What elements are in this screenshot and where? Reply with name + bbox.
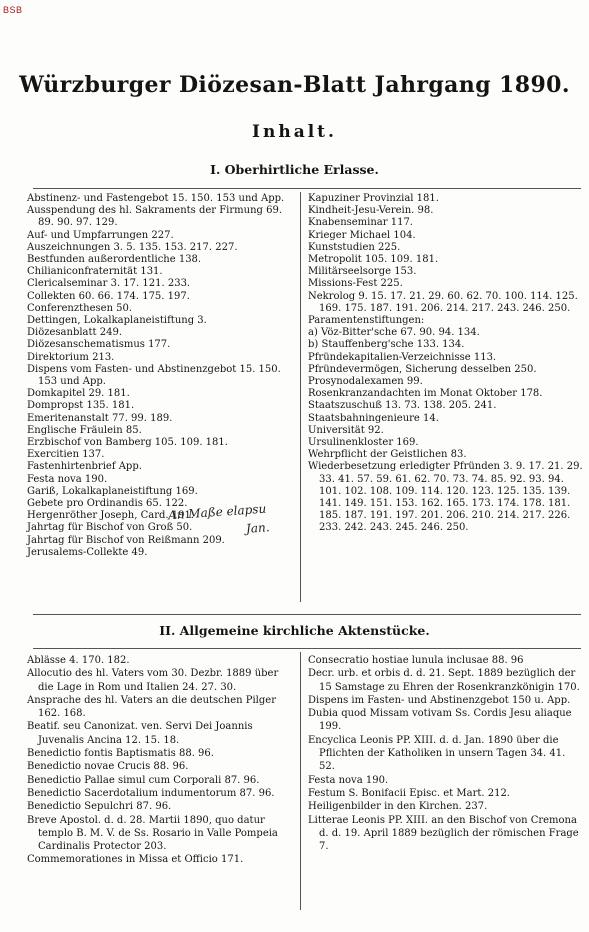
index-entry: Jerusalems-Collekte 49. — [27, 546, 148, 558]
index-entry: Englische Fräulein 85. — [27, 424, 142, 436]
index-entry: Bestfunden außerordentliche 138. — [27, 254, 202, 266]
section-1-top-rule — [33, 188, 581, 189]
index-entry: Litterae Leonis PP. XIII. an den Bischof von Cremona d. d. 19. April 1889 bezüglich der römischen Frage 7. — [308, 814, 579, 853]
index-entry: Ausspendung des hl. Sakraments der Firmung 69. 89. 90. 97. 129. — [27, 205, 282, 229]
index-entry: Benedictio novae Crucis 88. 96. — [27, 761, 189, 773]
section-2-right-column — [308, 654, 583, 853]
index-entry: Gebete pro Ordinandis 65. 122. — [27, 498, 188, 510]
index-entry: Domkapitel 29. 181. — [27, 388, 130, 400]
index-entry: Benedictio Pallae simul cum Corporali 87. 96. — [27, 774, 260, 786]
index-entry: Universität 92. — [308, 424, 384, 436]
index-entry: Wiederbesetzung erledigter Pfründen 3. 9. 17. 21. 29. 33. 41. 57. 59. 61. 62. 70. 73. 74. 85. 92. 93. 94. 101. 102. 108. 109. 114. 120. 123. 125. 135. 139. 141. 149. 151. 153. 162. 165. 173. 174. 178. 181. 185. 187. 191. 197. 201. 206. 210. 214. 217. 226. 233. 242. 243. 245. 246. 250. — [308, 461, 583, 534]
index-entry: Abstinenz- und Fastengebot 15. 150. 153 und App. — [27, 193, 285, 204]
section-1-column-divider — [300, 192, 301, 602]
section-1-heading: I. Oberhirtliche Erlasse. — [210, 162, 379, 177]
section-1-right-column — [308, 193, 583, 535]
index-entry: b) Stauffenberg'sche 133. 134. — [308, 339, 465, 351]
index-entry: Militärseelsorge 153. — [308, 266, 417, 278]
index-entry: Kapuziner Provinzial 181. — [308, 193, 439, 204]
index-entry: Auszeichnungen 3. 5. 135. 153. 217. 227. — [27, 241, 238, 253]
index-entry: Kindheit-Jesu-Verein. 98. — [308, 205, 434, 217]
index-entry: Encyclica Leonis PP. XIII. d. d. Jan. 1890 über die Pflichten der Katholiken in unsern Tagen 34. 41. 52. — [308, 734, 566, 773]
index-entry: Dettingen, Lokalkaplaneistiftung 3. — [27, 315, 207, 327]
index-entry: Conferenzthesen 50. — [27, 302, 133, 314]
index-entry: Jahrtag für Bischof von Reißmann 209. — [27, 534, 225, 546]
index-entry: Exercitien 137. — [27, 449, 105, 461]
index-entry: Paramentenstiftungen: — [308, 315, 425, 327]
index-entry: Auf- und Umpfarrungen 227. — [27, 229, 174, 241]
index-entry: a) Vöz-Bitter'sche 67. 90. 94. 134. — [308, 327, 480, 339]
index-entry: Benedictio Sacerdotalium indumentorum 87. 96. — [27, 787, 275, 799]
index-entry: Erzbischof von Bamberg 105. 109. 181. — [27, 437, 228, 449]
handwritten-note-line2: Jan. — [245, 520, 270, 536]
index-entry: Clericalseminar 3. 17. 121. 233. — [27, 278, 191, 290]
index-entry: Staatszuschuß 13. 73. 138. 205. 241. — [308, 400, 497, 412]
index-entry: Kunststudien 225. — [308, 241, 401, 253]
index-entry: Diözesanblatt 249. — [27, 327, 122, 339]
index-entry: Wehrpflicht der Geistlichen 83. — [308, 449, 467, 461]
index-entry: Festa nova 190. — [27, 473, 108, 485]
index-entry: Breve Apostol. d. d. 28. Martii 1890, quo datur templo B. M. V. de Ss. Rosario in Valle Pompeia Cardinalis Protector 203. — [27, 814, 278, 853]
index-entry: Rosenkranzandachten im Monat Oktober 178. — [308, 388, 543, 400]
index-entry: Direktorium 213. — [27, 351, 115, 363]
index-entry: Pfründevermögen, Sicherung desselben 250. — [308, 363, 537, 375]
page-title: Würzburger Diözesan-Blatt Jahrgang 1890. — [19, 72, 570, 98]
section-2-heading: II. Allgemeine kirchliche Aktenstücke. — [159, 623, 430, 638]
index-entry: Collekten 60. 66. 174. 175. 197. — [27, 290, 190, 302]
index-entry: Krieger Michael 104. — [308, 229, 416, 241]
index-entry: Dispens vom Fasten- und Abstinenzgebot 15. 150. 153 und App. — [27, 363, 281, 388]
index-entry: Festum S. Bonifacii Episc. et Mart. 212. — [308, 787, 510, 799]
index-entry: Commemorationes in Missa et Officio 171. — [27, 854, 244, 866]
index-entry: Benedictio Sepulchri 87. 96. — [27, 801, 172, 813]
index-entry: Missions-Fest 225. — [308, 278, 403, 290]
index-entry: Diözesanschematismus 177. — [27, 339, 171, 351]
contents-heading: Inhalt. — [252, 122, 337, 142]
index-entry: Staatsbahningenieure 14. — [308, 412, 439, 424]
index-entry: Gariß, Lokalkaplaneistiftung 169. — [27, 485, 198, 497]
index-entry: Nekrolog 9. 15. 17. 21. 29. 60. 62. 70. 100. 114. 125. 169. 175. 187. 191. 206. 214. 217. 243. 246. 250. — [308, 290, 578, 314]
index-entry: Jahrtag für Bischof von Groß 50. — [27, 522, 193, 534]
library-stamp: BSB — [3, 5, 23, 15]
section-2-top-rule — [33, 614, 581, 615]
index-entry: Prosynodalexamen 99. — [308, 376, 423, 388]
index-entry: Metropolit 105. 109. 181. — [308, 254, 439, 266]
section-2-column-divider — [300, 652, 301, 910]
index-entry: Decr. urb. et orbis d. d. 21. Sept. 1889 bezüglich der 15 Samstage zu Ehren der Rosenkranzkönigin 170. — [308, 668, 580, 693]
index-entry: Benedictio fontis Baptismatis 88. 96. — [27, 748, 214, 760]
index-entry: Emeritenanstalt 77. 99. 189. — [27, 412, 173, 424]
section-2-left-column — [27, 654, 295, 867]
index-entry: Dispens im Fasten- und Abstinenzgebot 150 u. App. — [308, 694, 571, 706]
index-entry: Heiligenbilder in den Kirchen. 237. — [308, 801, 488, 813]
index-entry: Pfründekapitalien-Verzeichnisse 113. — [308, 351, 497, 363]
index-entry: Knabenseminar 117. — [308, 217, 413, 229]
index-entry: Dompropst 135. 181. — [27, 400, 135, 412]
index-entry: Ansprache des hl. Vaters an die deutschen Pilger 162. 168. — [27, 694, 276, 720]
handwritten-note: An Maße elapsu — [167, 501, 267, 523]
index-entry: Fastenhirtenbrief App. — [27, 461, 142, 473]
index-entry: Beatif. seu Canonizat. ven. Servi Dei Joannis Juvenalis Ancina 12. 15. 18. — [27, 721, 253, 746]
index-entry: Ursulinenkloster 169. — [308, 437, 419, 449]
index-entry: Festa nova 190. — [308, 774, 389, 786]
index-entry: Consecratio hostiae lunula inclusae 88. 96 — [308, 655, 524, 666]
index-entry: Allocutio des hl. Vaters vom 30. Dezbr. 1889 über die Lage in Rom und Italien 24. 27. 30. — [27, 668, 279, 693]
section-2-heading-rule — [33, 648, 581, 649]
index-entry: Chilianiconfraternität 131. — [27, 266, 163, 278]
index-entry: Dubia quod Missam votivam Ss. Cordis Jesu aliaque 199. — [308, 708, 572, 733]
index-entry: Hergenröther Joseph, Card. 191. — [27, 510, 195, 522]
index-entry: Ablässe 4. 170. 182. — [27, 655, 130, 666]
